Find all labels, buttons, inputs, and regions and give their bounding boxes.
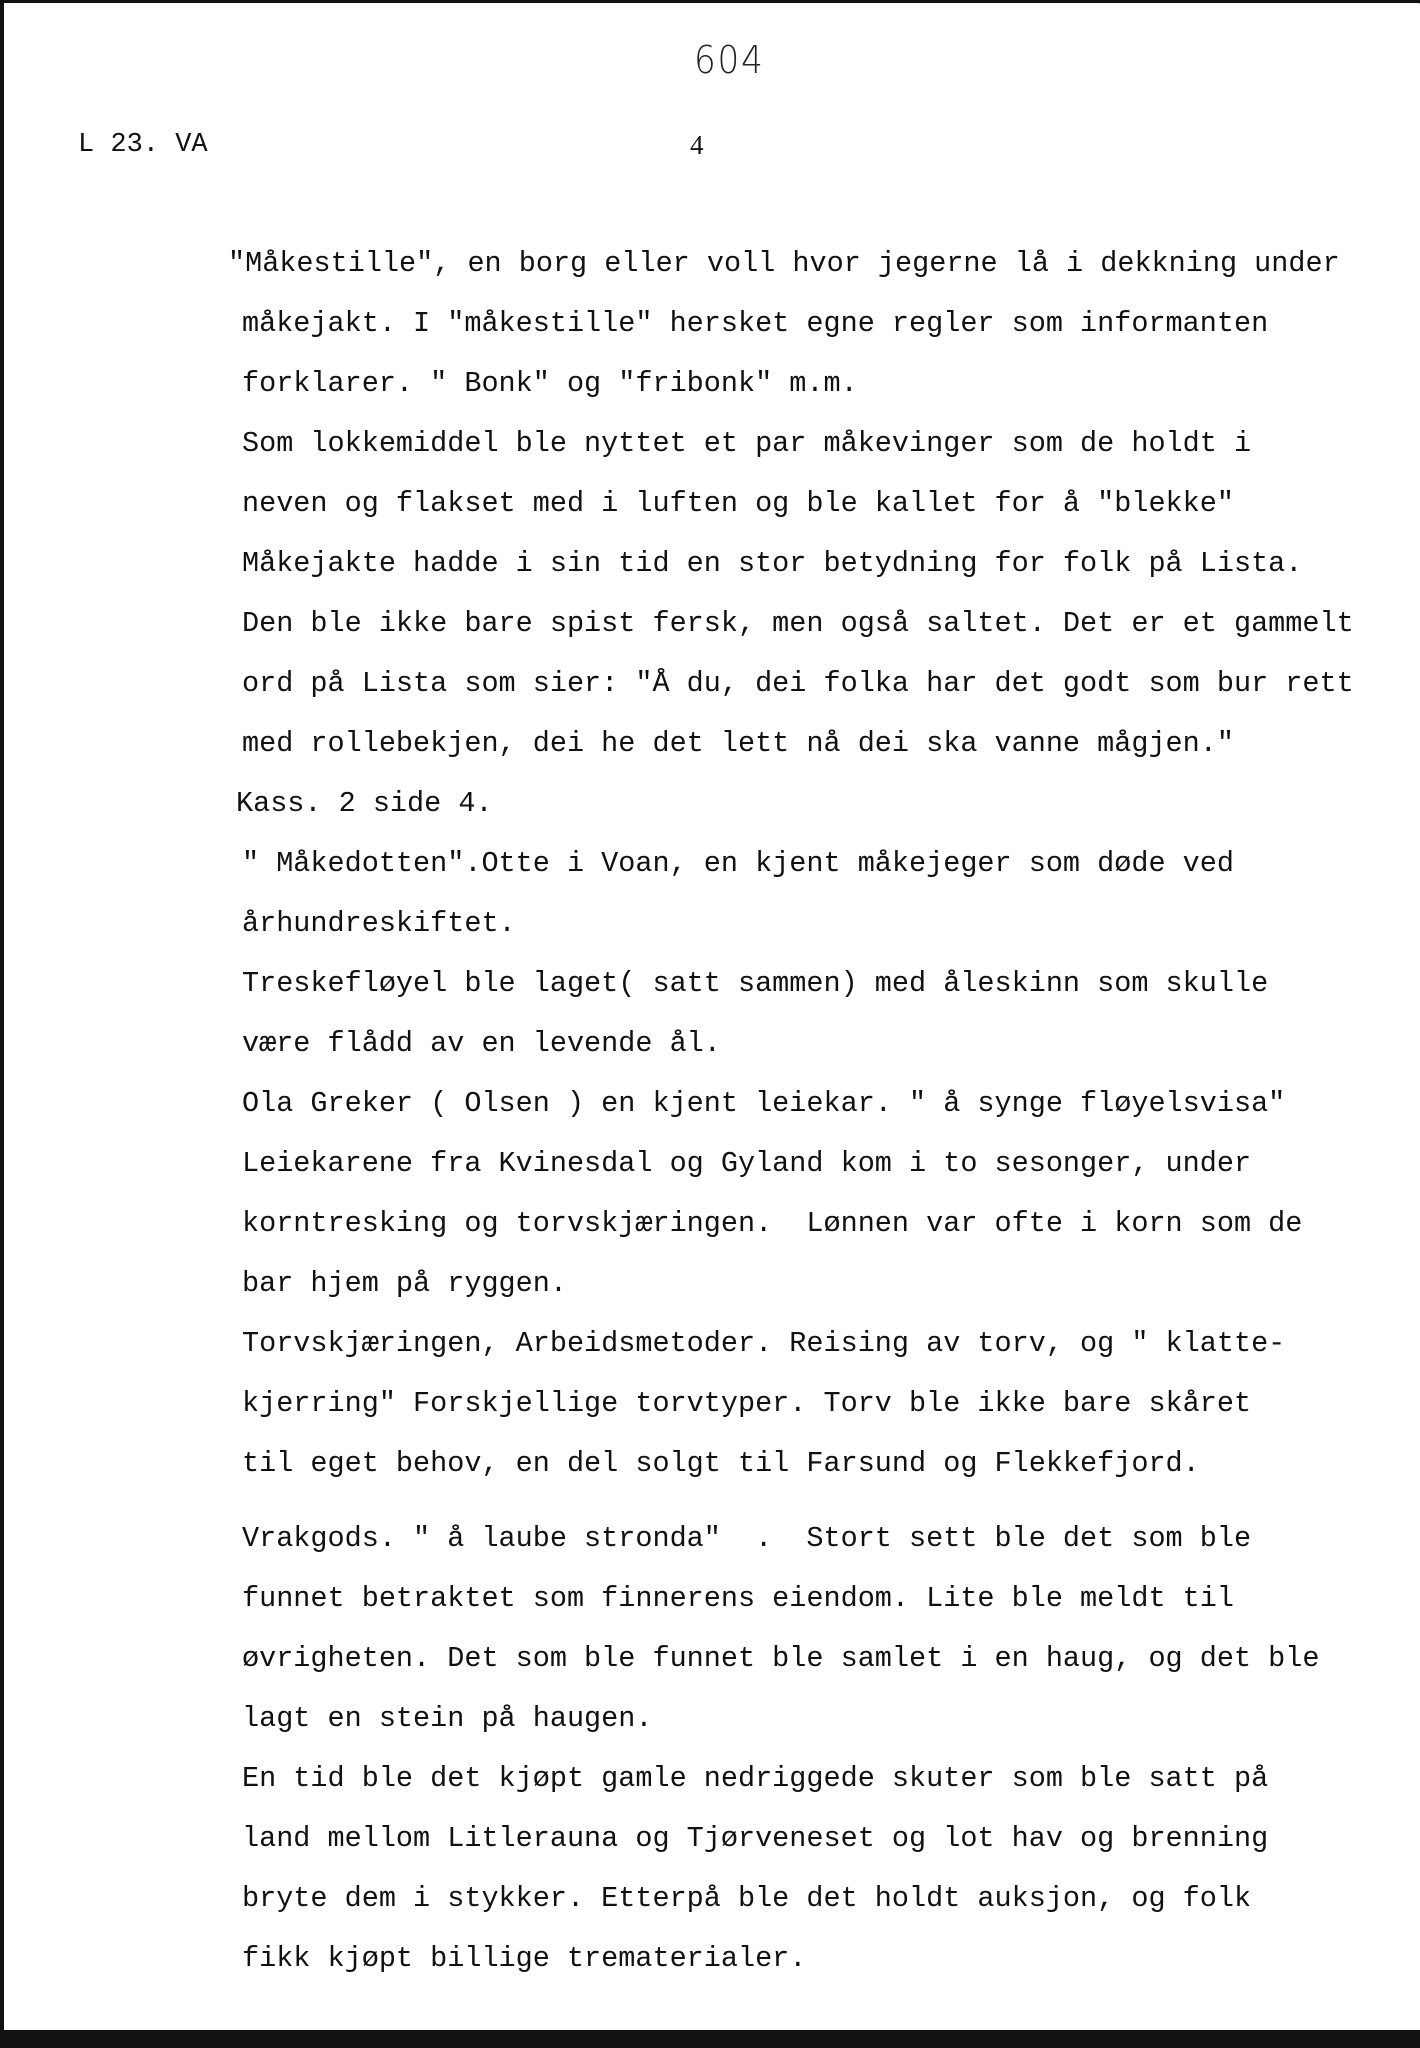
text-line: Den ble ikke bare spist fersk, men også saltet. Det er et gammelt [242, 607, 1354, 640]
text-line: med rollebekjen, dei he det lett nå dei ska vanne mågjen." [242, 727, 1234, 760]
text-line: Måkejakte hadde i sin tid en stor betydning for folk på Lista. [242, 547, 1303, 580]
text-line: land mellom Litlerauna og Tjørveneset og lot hav og brenning [242, 1822, 1269, 1855]
document-reference: L 23. VA [78, 130, 208, 160]
text-line: lagt en stein på haugen. [242, 1702, 653, 1735]
text-line: korntresking og torvskjæringen. Lønnen var ofte i korn som de [242, 1207, 1303, 1240]
text-line: "Måkestille", en borg eller voll hvor jegerne lå i dekkning under [228, 247, 1340, 280]
text-line: Torvskjæringen, Arbeidsmetoder. Reising av torv, og " klatte- [242, 1327, 1286, 1360]
text-line: Treskefløyel ble laget( satt sammen) med åleskinn som skulle [242, 967, 1269, 1000]
text-line: fikk kjøpt billige trematerialer. [242, 1942, 807, 1975]
text-line: Ola Greker ( Olsen ) en kjent leiekar. " å synge fløyelsvisa" [242, 1087, 1286, 1120]
text-line: bryte dem i stykker. Etterpå ble det holdt auksjon, og folk [242, 1882, 1252, 1915]
page-number: 4 [690, 130, 704, 160]
text-line: Kass. 2 side 4. [236, 787, 493, 820]
text-line: Leiekarene fra Kvinesdal og Gyland kom i to sesonger, under [242, 1147, 1252, 1180]
text-line: Som lokkemiddel ble nyttet et par måkevinger som de holdt i [242, 427, 1252, 460]
text-line: måkejakt. I "måkestille" hersket egne regler som informanten [242, 307, 1269, 340]
text-line: funnet betraktet som finnerens eiendom. Lite ble meldt til [242, 1582, 1234, 1615]
text-line: bar hjem på ryggen. [242, 1267, 567, 1300]
text-line: En tid ble det kjøpt gamle nedriggede skuter som ble satt på [242, 1762, 1269, 1795]
text-line: øvrigheten. Det som ble funnet ble samlet i en haug, og det ble [242, 1642, 1320, 1675]
archive-number: 604 [694, 38, 765, 82]
text-line: kjerring" Forskjellige torvtyper. Torv ble ikke bare skåret [242, 1387, 1252, 1420]
text-line: Vrakgods. " å laube stronda" . Stort sett ble det som ble [242, 1522, 1252, 1555]
text-line: være flådd av en levende ål. [242, 1027, 721, 1060]
text-line: århundreskiftet. [242, 907, 516, 940]
text-line: til eget behov, en del solgt til Farsund og Flekkefjord. [242, 1447, 1200, 1480]
text-line: " Måkedotten".Otte i Voan, en kjent måkejeger som døde ved [242, 847, 1234, 880]
text-line: neven og flakset med i luften og ble kallet for å "blekke" [242, 487, 1234, 520]
text-line: ord på Lista som sier: "Å du, dei folka har det godt som bur rett [242, 667, 1354, 700]
text-line: forklarer. " Bonk" og "fribonk" m.m. [242, 367, 858, 400]
